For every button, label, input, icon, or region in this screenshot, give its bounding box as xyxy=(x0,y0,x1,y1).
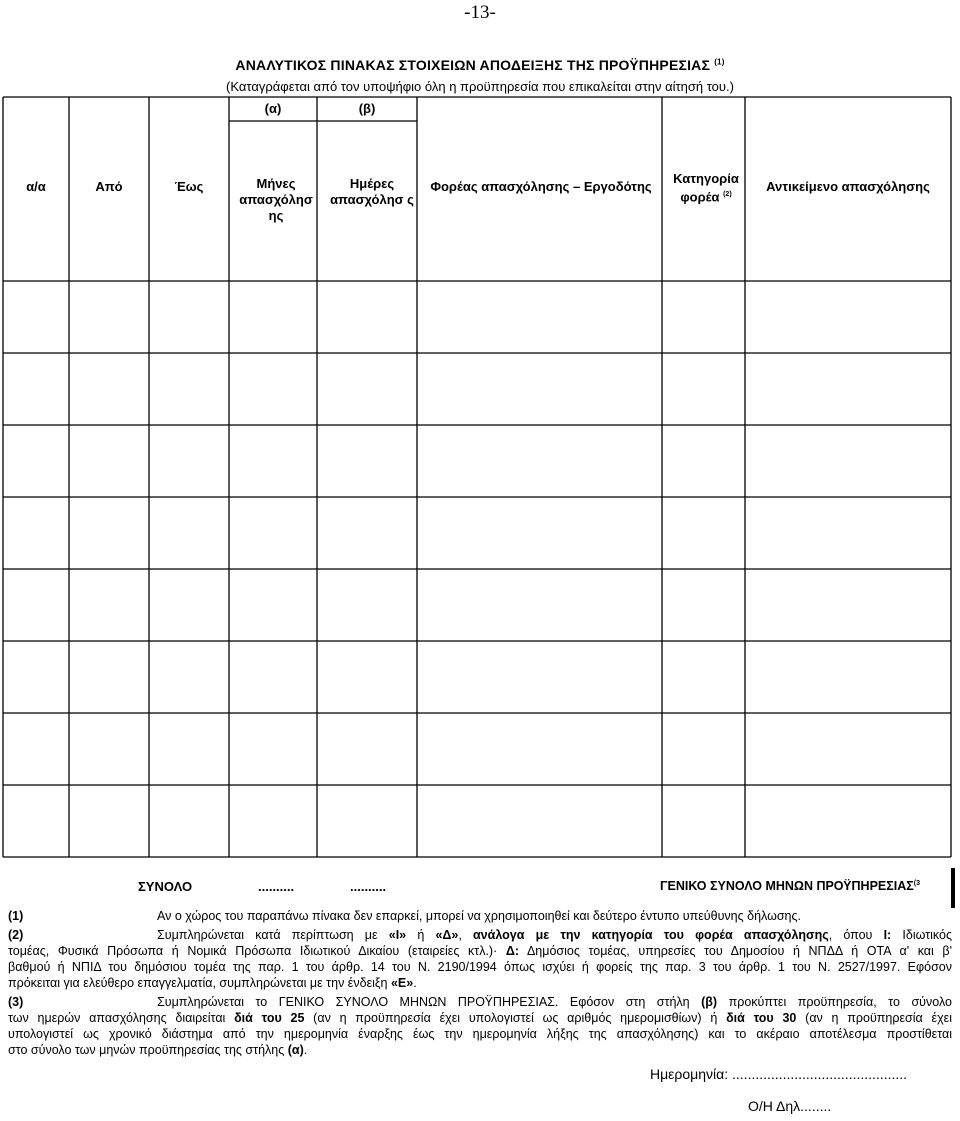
grand-total-footnote-ref: (3 xyxy=(913,879,920,887)
column-group-b: (β) xyxy=(358,101,376,116)
totals-label: ΣΥΝΟΛΟ xyxy=(138,879,193,894)
form-title: ΑΝΑΛΥΤΙΚΟΣ ΠΙΝΑΚΑΣ ΣΤΟΙΧΕΙΩΝ ΑΠΟΔΕΙΞΗΣ ΤΗΣ ΠΡΟΫΠΗΡΕΣΙΑΣ $^{(1)}$ xyxy=(235,57,725,73)
footnote-2-line-3: βαθμού ή ΝΠΙΔ του δημόσιου τομέα της παρ. 1 του άρθρ. 14 του Ν. 2190/1994 όπως ισχύει ή φορείς της παρ. 3 του άρθρ. 1 του Ν. 2527/1997. Εφόσον xyxy=(8,960,952,974)
totals-months-field[interactable]: .......... xyxy=(258,879,295,894)
column-header-category: Κατηγορία φορέα $^{(2)}$ xyxy=(673,171,739,205)
column-group-a: (α) xyxy=(264,101,282,116)
column-header-aa: α/α xyxy=(26,179,46,194)
column-header-days: Ημέρες απασχόλησ ς xyxy=(330,176,414,207)
column-header-from: Από xyxy=(95,179,123,194)
footnote-2-line-1: Συμπληρώνεται κατά περίπτωση με «Ι» ή «Δ», ανάλογα με την κατηγορία του φορέα απασχόλησης, όπου Ι: Ιδιωτικός xyxy=(157,928,952,942)
title-footnote-ref: (1) xyxy=(714,57,725,67)
footnote-2-number: (2) xyxy=(8,928,24,942)
footnote-2-line-4: πρόκειται για ελεύθερο επαγγελματία, συμπληρώνεται με την ένδειξη «Ε». xyxy=(8,976,417,990)
footnote-1-text: Αν ο χώρος του παραπάνω πίνακα δεν επαρκεί, μπορεί να χρησιμοποιηθεί και δεύτερο έντυπο υπεύθυνης δήλωσης. xyxy=(157,909,802,923)
column-header-to: Έως xyxy=(174,179,204,194)
category-footnote-ref: (2) xyxy=(723,191,732,198)
grand-total-label: ΓΕΝΙΚΟ ΣΥΝΟΛΟ ΜΗΝΩΝ ΠΡΟΫΠΗΡΕΣΙΑΣ$^{(3}$ xyxy=(660,879,920,893)
page-number: -13- xyxy=(464,2,496,23)
totals-days-field[interactable]: .......... xyxy=(350,879,387,894)
form-subtitle: (Καταγράφεται από τον υποψήφιο όλη η προϋπηρεσία που επικαλείται στην αίτησή του.) xyxy=(226,79,734,94)
footnote-3-number: (3) xyxy=(8,995,24,1009)
footnote-3-line-3: υπολογιστεί ως χρονικό διάστημα από την ημερομηνία έναρξης έως την ημερομηνία λήξης της απασχόλησης) και το ακέραιο αποτέλεσμα προστίθεται xyxy=(8,1027,952,1041)
signature-field[interactable]: Ο/Η Δηλ........ xyxy=(748,1098,832,1114)
column-header-employer: Φορέας απασχόλησης – Εργοδότης xyxy=(430,179,652,194)
column-header-months: Μήνες απασχόλησ ης xyxy=(239,176,313,223)
grand-total-field-border xyxy=(951,868,955,908)
date-field[interactable]: Ημερομηνία: ............................................. xyxy=(650,1066,908,1082)
footnote-1-number: (1) xyxy=(8,909,24,923)
footnote-3-line-4: στο σύνολο των μηνών προϋπηρεσίας της στήλης (α). xyxy=(8,1043,308,1057)
footnote-3-line-1: Συμπληρώνεται το ΓΕΝΙΚΟ ΣΥΝΟΛΟ ΜΗΝΩΝ ΠΡΟΫΠΗΡΕΣΙΑΣ. Εφόσον στη στήλη (β) προκύπτει προϋπηρεσία, το σύνολο xyxy=(157,995,952,1009)
column-header-subject: Αντικείμενο απασχόλησης xyxy=(766,179,930,194)
footnote-2-line-2: τομέας, Φυσικά Πρόσωπα ή Νομικά Πρόσωπα Ιδιωτικού Δικαίου (εταιρείες κτλ.)· Δ: Δημόσιος τομέας, υπηρεσίες του Δημοσίου ή ΝΠΔΔ ή ΟΤΑ α' και β' xyxy=(8,944,952,958)
footnote-3-line-2: των ημερών απασχόλησης διαιρείται διά του 25 (αν η προϋπηρεσία έχει υπολογιστεί ως αριθμός ημερομισθίων) ή διά του 30 (αν η προϋπηρεσία έχει xyxy=(8,1011,953,1025)
